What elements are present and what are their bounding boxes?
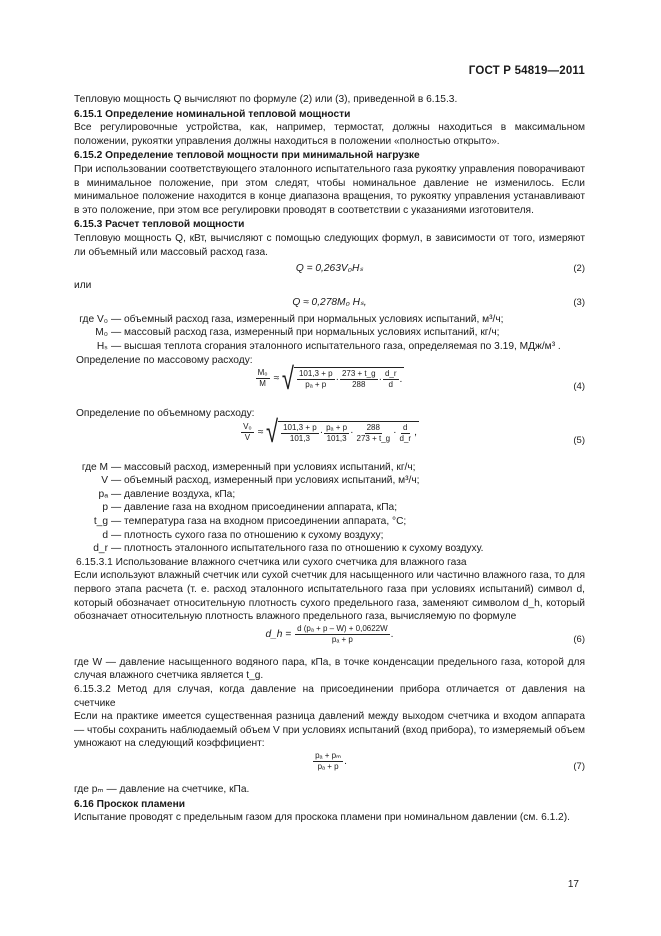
formula-4-number: (4) [573, 381, 585, 393]
page-number: 17 [567, 879, 579, 890]
definition-item [74, 313, 585, 327]
paragraph-6-15-2: При использовании соответствующего эталонного испытательного газа рукоятку управления поворачивают в минимальное положение, при этом следят, чтобы номинальное давление не изменилось. Если минимальное положение находится в конце диапазона вращения, то рукоятку управления устанавливают в это положение, при этом все регулировки проводят в соответствии с указаниями изготовителя. [74, 163, 585, 216]
frac-denominator: V [244, 432, 251, 442]
frac-denominator: pₐ + p [331, 634, 353, 644]
volume-flow-intro: Определение по объемному расходу: [76, 408, 255, 420]
frac-c [383, 369, 399, 390]
definition-text: — объемный расход, измеренный при условиях испытаний, м³/ч; [111, 475, 420, 487]
frac-c [355, 423, 393, 444]
definitions-list-1 [74, 313, 585, 354]
frac-denominator: d_r [399, 433, 412, 443]
formula-6: d_h = $\frac{\text{d (pₐ + p – W) + 0,0622W}}{\text{pₐ + p}}$ . (6) [74, 624, 585, 656]
frac-numerator: 288 [366, 422, 380, 432]
definition-item [74, 542, 585, 556]
definition-text: — плотность эталонного испытательного газа по отношению к сухому воздуху. [111, 543, 484, 555]
definition-item [74, 461, 585, 475]
formula-3-expression: Q ≈ 0,278M₀ Hₛ, [292, 296, 367, 308]
frac-numerator: d_r [384, 369, 397, 379]
definition-text: — давление воздуха, кПа; [111, 488, 236, 500]
mass-flow-intro: Определение по массовому расходу: [76, 354, 253, 366]
radicand: $\frac{101,3 + p}{101,3}$ · $\frac{\text{pₐ + p}}{101,3}$ · $\frac{288}{273 + t\_g}$ · $\frac{d}{d\_r}$ , [278, 421, 419, 444]
frac-denominator: pₐ + p [305, 380, 327, 390]
formula-2-number: (2) [573, 263, 585, 275]
formula-2-expression: Q = 0,263V₀Hₛ [295, 263, 364, 275]
frac-numerator: pₐ + p [326, 422, 348, 432]
definition-text: — температура газа на входном присоединении аппарата, °C; [111, 516, 407, 528]
definition-text: — массовый расход, измеренный при условиях испытаний, кг/ч; [111, 461, 416, 473]
frac-a [281, 423, 319, 444]
paragraph-6-16: Испытание проводят с предельным газом для проскока пламени при номинальном давлении (см. 6.1.2). [74, 812, 570, 824]
definition-text: — давление газа на входном присоединении аппарата, кПа; [111, 502, 398, 514]
frac-numerator: V₀ [243, 421, 252, 431]
radicand: $\frac{101,3 + p}{\text{pₐ + p}}$ · $\frac{273 + t\_g}{288}$ · $\frac{d\_r}{d}$ . [294, 367, 404, 390]
formula-4-lhs [256, 368, 270, 389]
definition-item [74, 515, 585, 529]
heading-6-16: 6.16 Проскок пламени [74, 798, 185, 810]
formula-5-number: (5) [573, 434, 585, 446]
definition-symbol: d_r [93, 543, 108, 555]
definition-item [74, 529, 585, 543]
definition-symbol: M₀ [95, 327, 108, 339]
frac-numerator: M₀ [257, 368, 268, 378]
definition-text: — высшая теплота сгорания эталонного испытательного газа, определяемая по 3.19, МДж/м³ . [111, 340, 561, 352]
formula-7: $\frac{\text{pₐ + pₘ}}{\text{pₐ + p}}$ . (7) [74, 751, 585, 783]
frac-a [297, 369, 335, 390]
standard-header: ГОСТ Р 54819—2011 [468, 65, 585, 77]
formula-7-number: (7) [573, 760, 585, 772]
square-root [281, 360, 404, 396]
definition-symbol: d [102, 529, 108, 541]
formula-6-number: (6) [573, 633, 585, 645]
frac-e [398, 423, 414, 444]
paragraph-intro: Тепловую мощность Q вычисляют по формуле (2) или (3), приведенной в 6.15.3. [74, 94, 458, 105]
paragraph-where-w: где W — давление насыщенного водяного пара, кПа, в точке конденсации предельного газа, которой для случая влажного счетчика является t_g. [74, 656, 585, 682]
definition-symbol: V [101, 475, 108, 487]
frac-b [340, 369, 378, 390]
definition-item [74, 474, 585, 488]
formula-2 [74, 259, 585, 279]
definition-item [74, 501, 585, 515]
frac-denominator: 101,3 [289, 433, 310, 443]
definition-symbol: Hₛ [96, 340, 108, 352]
definition-text: — массовый расход газа, измеренный при нормальных условиях испытаний, кг/ч; [111, 327, 500, 339]
paragraph-where-pm: где pₘ — давление на счетчике, кПа. [74, 783, 250, 795]
radical-sign: √ [266, 413, 279, 449]
radical-sign: √ [281, 360, 294, 396]
frac-numerator: 101,3 + p [298, 369, 333, 379]
heading-6-15-3-1: 6.15.3.1 Использование влажного счетчика или сухого счетчика для влажного газа [76, 556, 467, 568]
heading-6-15-3-2: 6.15.3.2 Метод для случая, когда давление на присоединении прибора отличается от давления на счетчике [74, 684, 585, 709]
definition-symbol: pₐ [98, 488, 108, 500]
heading-6-15-1: 6.15.1 Определение номинальной тепловой мощности [74, 108, 351, 120]
word-or: или [74, 280, 92, 292]
formula-5-lhs [241, 422, 254, 443]
paragraph-6-15-3-2: Если на практике имеется существенная разница давлений между выходом счетчика и входом аппарата — чтобы сохранить наблюдаемый объем V при условиях испытаний (вход прибора), то измеряемый объем умножают на следующий коэффициент: [74, 711, 585, 750]
formula-6-lhs: d_h = [265, 629, 292, 640]
frac-denominator: d [388, 380, 393, 390]
approx-sign: ≈ [257, 426, 264, 438]
definition-symbol: где V₀ [79, 313, 108, 325]
heading-6-15-2: 6.15.2 Определение тепловой мощности при минимальной нагрузке [74, 150, 420, 162]
formula-3-number: (3) [573, 296, 585, 308]
frac-numerator: d (pₐ + p – W) + 0,0622W [297, 623, 388, 633]
definition-symbol: p [102, 502, 108, 514]
approx-sign: ≈ [273, 373, 280, 385]
page-content [74, 93, 585, 825]
formula-6-fraction [295, 624, 390, 645]
definition-item [74, 488, 585, 502]
definition-text: — объемный расход газа, измеренный при нормальных условиях испытаний, м³/ч; [111, 313, 504, 325]
heading-6-15-3: 6.15.3 Расчет тепловой мощности [74, 219, 245, 231]
frac-numerator: 101,3 + p [283, 422, 317, 432]
frac-numerator: d [403, 422, 408, 432]
definitions-list-2 [74, 461, 585, 556]
definition-item [74, 340, 585, 354]
paragraph-6-15-3-1: Если используют влажный счетчик или сухой счетчик для насыщенного или частично влажного газа, то для первого этапа расчета (т. е. расход эталонного испытательного газа при условиях испытаний) символ d, который обозначает относительную плотность сухого предельного газа, заменяют символом d_h, который обозначает относительную плотность влажного предельного газа, вычисляемую по формуле [74, 570, 585, 623]
frac-numerator: pₐ + pₘ [315, 750, 342, 760]
definition-text: — плотность сухого газа по отношению к сухому воздуху; [111, 529, 384, 541]
definition-symbol: где M [81, 461, 108, 473]
definition-item [74, 326, 585, 340]
frac-denominator: M [259, 379, 266, 389]
frac-numerator: 273 + t_g [341, 369, 376, 379]
frac-denominator: 101,3 [326, 433, 347, 443]
paragraph-6-15-3: Тепловую мощность Q, кВт, вычисляют с помощью следующих формул, в зависимости от того, измеряют ли объемный или массовый расход газа. [74, 232, 585, 258]
definition-symbol: t_g [93, 516, 108, 528]
frac-denominator: 273 + t_g [356, 433, 391, 443]
paragraph-6-15-1: Все регулировочные устройства, как, например, термостат, должны находиться в максимальном положении, рукоятки управления должны находиться в положении «полностью открыто». [74, 122, 585, 147]
frac-denominator: pₐ + p [317, 761, 339, 771]
square-root [266, 413, 419, 449]
frac-denominator: 288 [352, 380, 366, 390]
frac-b [324, 423, 349, 444]
formula-3 [74, 293, 585, 313]
formula-7-fraction [313, 751, 343, 772]
